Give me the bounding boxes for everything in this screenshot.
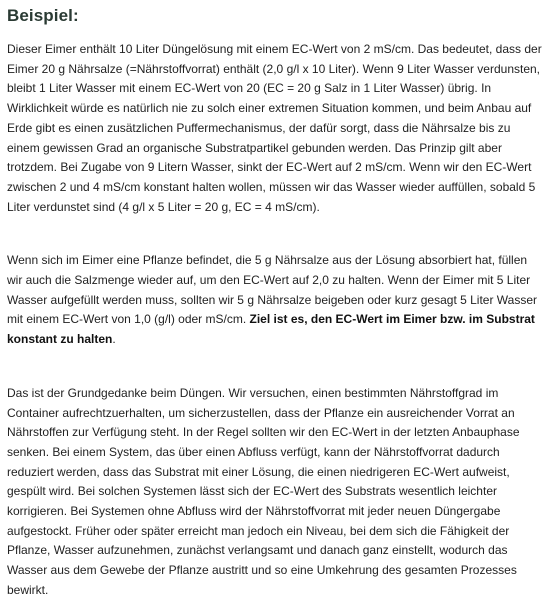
paragraph-plant-absorption: [7, 251, 542, 350]
paragraph-fertilizing-principle: Das ist der Grundgedanke beim Düngen. Wir versuchen, einen bestimmten Nährstoffgrad im Container aufrechtzuerhalten, um sicherzustellen, dass der Pflanze ein ausreichender Vorrat an Nährstoffen zur Verfügung steht. In der Regel sollten wir den EC-Wert in der letzten Anbauphase senken. Bei einem System, das über einen Abfluss verfügt, kann der Nährstoffvorrat dadurch reduziert werden, dass das Substrat mit einer Lösung, die einen niedrigeren EC-Wert aufweist, gespült wird. Bei solchen Systemen lässt sich der EC-Wert des Substrats wesentlich leichter korrigieren. Bei Systemen ohne Abfluss wird der Nährstoffvorrat mit jeder neuen Düngergabe aufgestockt. Früher oder später erreicht man jedoch ein Niveau, bei dem sich die Fähigkeit der Pflanze, Wasser aufzunehmen, zunächst verlangsamt und danach ganz einstellt, wodurch das Wasser aus dem Gewebe der Pflanze austritt und so eine Umkehrung des gesamten Prozesses bewirkt.: [7, 385, 520, 597]
emphasis-goal-text: Ziel ist es, den EC-Wert im Eimer bzw. im Substrat konstant zu halten: [7, 312, 535, 347]
section-heading: Beispiel:: [7, 6, 79, 25]
paragraph-plant-absorption-end: .: [112, 332, 116, 347]
paragraph-ec-example: Dieser Eimer enthält 10 Liter Düngelösung mit einem EC-Wert von 2 mS/cm. Das bedeutet, dass der Eimer 20 g Nährsalze (=Nährstoffvorrat) enthält (2,0 g/l x 10 Liter). Wenn 9 Liter Wasser verdunsten, bleibt 1 Liter Wasser mit einem EC-Wert von 20 (EC = 20 g Salz in 1 Liter Wasser) übrig. In Wirklichkeit würde es natürlich nie zu solch einer extremen Situation kommen, und beim Anbau auf Erde gibt es einen zusätzlichen Puffermechanismus, der dafür sorgt, dass die Nährsalze bis zu einem gewissen Grad an organische Substratpartikel gebunden werden. Das Prinzip gilt aber trotzdem. Bei Zugabe von 9 Litern Wasser, sinkt der EC-Wert auf 2 mS/cm. Wenn wir den EC-Wert zwischen 2 und 4 mS/cm konstant halten wollen, müssen wir das Wasser wieder auffüllen, sobald 5 Liter verdunstet sind (4 g/l x 5 Liter = 20 g, EC = 4 mS/cm).: [7, 42, 542, 214]
paragraph-plant-absorption-text: Wenn sich im Eimer eine Pflanze befindet, die 5 g Nährsalze aus der Lösung absorbiert hat, füllen wir auch die Salzmenge wieder auf, um den EC-Wert auf 2,0 zu halten. Wenn der Eimer mit 5 Liter Wasser aufgefüllt werden muss, sollten wir 5 g Nährsalze beigeben oder kurz gesagt 5 Liter Wasser mit einem EC-Wert von 1,0 (g/l) oder mS/cm.: [7, 253, 538, 327]
